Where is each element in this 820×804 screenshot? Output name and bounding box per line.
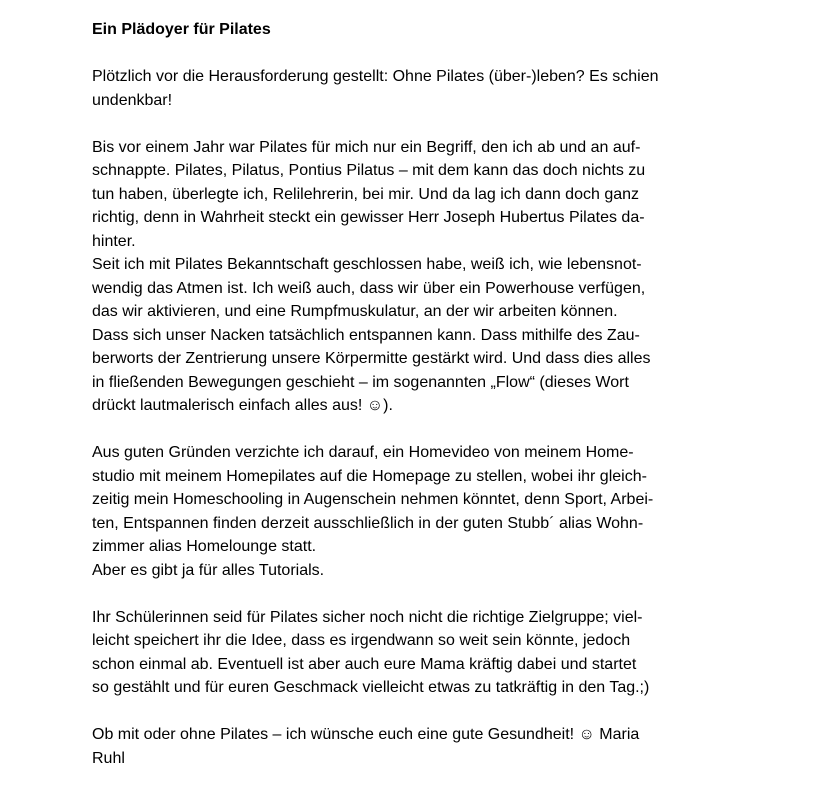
- text-line: Bis vor einem Jahr war Pilates für mich nur ein Begriff, den ich ab und an auf-: [92, 138, 641, 156]
- text-line: ten, Entspannen finden derzeit ausschließlich in der guten Stubb´ alias Wohn-: [92, 514, 644, 532]
- text-line: tun haben, überlegte ich, Relilehrerin, bei mir. Und da lag ich dann doch ganz: [92, 185, 640, 203]
- text-line: leicht speichert ihr die Idee, dass es irgendwann so weit sein könnte, jedoch: [92, 632, 631, 649]
- paragraph-intro: [92, 65, 742, 112]
- text-line: Ruhl: [92, 749, 125, 767]
- text-line: drückt lautmalerisch einfach alles aus! ☺).: [92, 397, 393, 414]
- text-line: undenkbar!: [92, 91, 173, 109]
- text-line: schon einmal ab. Eventuell ist aber auch eure Mama kräftig dabei und startet: [92, 655, 637, 673]
- paragraph-tutorials: [92, 559, 742, 583]
- text-line: in fließenden Bewegungen geschieht – im sogenannten „Flow“ (dieses Wort: [92, 373, 629, 391]
- text-line: zeitig mein Homeschooling in Augenschein nehmen könntet, denn Sport, Arbei-: [92, 491, 654, 508]
- paragraph-students: [92, 606, 742, 700]
- text-line: Ihr Schülerinnen seid für Pilates sicher noch nicht die richtige Zielgruppe; viel-: [92, 608, 643, 626]
- text-line: wendig das Atmen ist. Ich weiß auch, dass wir über ein Powerhouse verfügen,: [92, 279, 646, 297]
- text-line: Seit ich mit Pilates Bekanntschaft geschlossen habe, weiß ich, wie lebensnot-: [92, 256, 642, 273]
- paragraph-homevideo: [92, 441, 742, 559]
- paragraph-closing: [92, 723, 742, 770]
- paragraph-background: [92, 136, 742, 254]
- text-line: Aber es gibt ja für alles Tutorials.: [92, 561, 325, 579]
- text-line: hinter.: [92, 232, 136, 250]
- text-line: zimmer alias Homelounge statt.: [92, 538, 317, 555]
- paragraph-experience: [92, 253, 742, 418]
- text-line: schnappte. Pilates, Pilatus, Pontius Pilatus – mit dem kann das doch nichts zu: [92, 162, 646, 179]
- text-line: Ob mit oder ohne Pilates – ich wünsche euch eine gute Gesundheit! ☺ Maria: [92, 726, 640, 743]
- text-line: Plötzlich vor die Herausforderung gestellt: Ohne Pilates (über-)leben? Es schien: [92, 68, 659, 85]
- text-line: das wir aktivieren, und eine Rumpfmuskulatur, an der wir arbeiten können.: [92, 303, 618, 320]
- text-line: so gestählt und für euren Geschmack vielleicht etwas zu tatkräftig in den Tag.;): [92, 679, 650, 696]
- document-body: [92, 18, 742, 794]
- text-line: berworts der Zentrierung unsere Körpermitte gestärkt wird. Und dass dies alles: [92, 350, 651, 367]
- text-line: Aus guten Gründen verzichte ich darauf, ein Homevideo von meinem Home-: [92, 444, 634, 461]
- text-line: richtig, denn in Wahrheit steckt ein gewisser Herr Joseph Hubertus Pilates da-: [92, 209, 645, 226]
- text-line: Dass sich unser Nacken tatsächlich entspannen kann. Dass mithilfe des Zau-: [92, 326, 640, 344]
- text-line: studio mit meinem Homepilates auf die Homepage zu stellen, wobei ihr gleich-: [92, 467, 647, 485]
- document-title: Ein Plädoyer für Pilates: [92, 21, 271, 38]
